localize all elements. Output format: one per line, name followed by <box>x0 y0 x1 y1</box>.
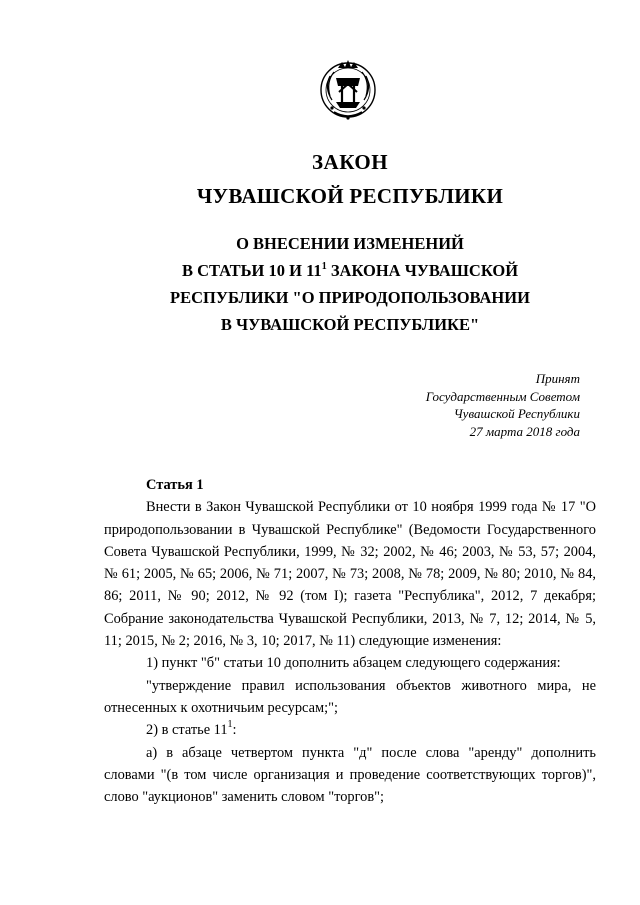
subject-line-2: В СТАТЬИ 10 И $11^1$ ЗАКОНА ЧУВАШСКОЙ <box>181 260 519 280</box>
adoption-date: 27 марта 2018 года <box>469 423 580 439</box>
article-heading: Статья 1 <box>146 477 204 493</box>
adoption-line-3: Чувашской Республики <box>453 406 580 421</box>
adoption-line-1: Принят <box>535 371 580 386</box>
law-title: ЗАКОН <box>311 150 389 174</box>
law-subject <box>0 230 640 338</box>
article-intro-paragraph: Внести в Закон Чувашской Республики от 10 ноября 1999 года № 17 "О природопользовании в Чувашской Республике" (Ведомости Государственного Совета Чувашской Республики, 1999, № 32; 2002, № 46; 2003, № 53, 57; 2004, № 61; 2005, № 65; 2006, № 71; 2007, № 73; 2008, № 78; 2009, № 80; 2010, № 84, 86; 2011, № 90; 2012, № 92 (том I); газета "Республика", 2012, 7 декабря; Собрание законодательства Чувашской Республики, 2013, № 7, 12; 2014, № 5, 11; 2015, № 2; 2016, № 3, 10; 2017, № 11) следующие изменения: <box>104 499 596 650</box>
adoption-line-2: Государственным Советом <box>425 388 580 404</box>
article-body <box>104 474 596 808</box>
item-1-paragraph: 1) пункт "б" статьи 10 дополнить абзацем следующего содержания: <box>146 655 561 672</box>
item-2-paragraph: 2) в статье $11^1$: <box>146 719 237 739</box>
republic-title: ЧУВАШСКОЙ РЕСПУБЛИКИ <box>196 184 504 208</box>
subject-line-1: О ВНЕСЕНИИ ИЗМЕНЕНИЙ <box>236 234 464 253</box>
subject-line-4: В ЧУВАШСКОЙ РЕСПУБЛИКЕ" <box>220 315 480 334</box>
subject-line-3: РЕСПУБЛИКИ "О ПРИРОДОПОЛЬЗОВАНИИ <box>170 288 530 307</box>
item-1-text-paragraph: "утверждение правил использования объектов животного мира, не отнесенных к охотничьим ресурсам;"; <box>104 677 596 716</box>
adoption-note <box>426 370 580 440</box>
chuvash-republic-emblem-icon <box>312 52 384 124</box>
item-2a-paragraph: а) в абзаце четвертом пункта "д" после слова "аренду" дополнить словами "(в том числе организация и проведение соответствующих торгов)", слово "аукционов" заменить словом "торгов"; <box>104 744 596 806</box>
